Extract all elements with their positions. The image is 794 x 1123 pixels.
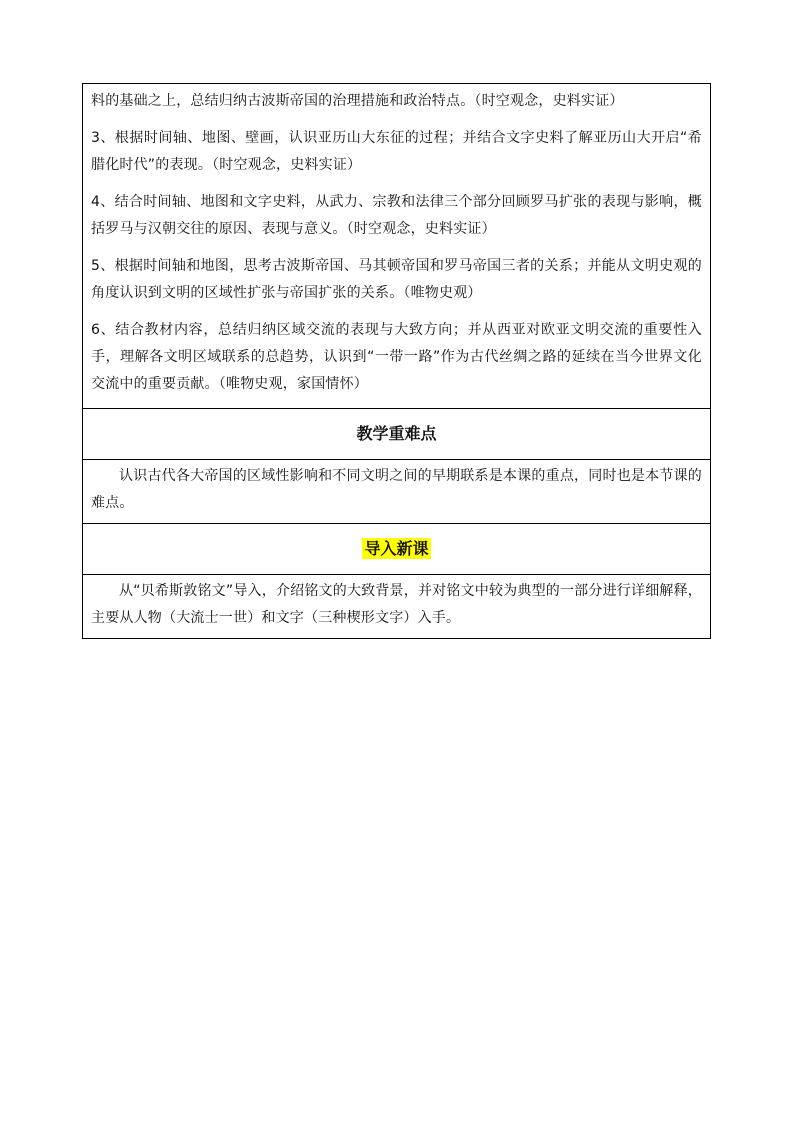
key-points-cell [83, 460, 711, 524]
lesson-plan-table [82, 83, 711, 639]
objective-item: 料的基础之上，总结归纳古波斯帝国的治理措施和政治特点。（时空观念，史料实证） [91, 93, 624, 109]
introduction-cell [83, 575, 711, 639]
key-points-body-row [83, 460, 711, 524]
key-points-text: 认识古代各大帝国的区域性影响和不同文明之间的早期联系是本课的重点，同时也是本节课的难点。 [91, 468, 702, 511]
objective-item: 3、根据时间轴、地图、壁画，认识亚历山大东征的过程；并结合文字史料了解亚历山大开启“希腊化时代”的表现。（时空观念，史料实证） [91, 130, 702, 173]
key-points-heading: 教学重难点 [83, 409, 711, 460]
introduction-body-row [83, 575, 711, 639]
objective-item: 6、结合教材内容，总结归纳区域交流的表现与大致方向；并从西亚对欧亚文明交流的重要性入手，理解各文明区域联系的总趋势，认识到“一带一路”作为古代丝绸之路的延续在当今世界文化交流中的重要贡献。（唯物史观，家国情怀） [91, 322, 702, 392]
objective-item: 5、根据时间轴和地图，思考古波斯帝国、马其顿帝国和罗马帝国三者的关系；并能从文明史观的角度认识到文明的区域性扩张与帝国扩张的关系。（唯物史观） [91, 258, 702, 301]
document-page [82, 83, 711, 639]
key-points-title-row [83, 409, 711, 460]
objectives-cell [83, 84, 711, 409]
objective-item: 4、结合时间轴、地图和文字史料，从武力、宗教和法律三个部分回顾罗马扩张的表现与影响，概括罗马与汉朝交往的原因、表现与意义。（时空观念，史料实证） [91, 194, 702, 237]
objectives-row [83, 84, 711, 409]
introduction-title-row [83, 524, 711, 575]
introduction-heading: 导入新课 [364, 539, 429, 558]
introduction-heading-cell [83, 524, 711, 575]
introduction-text: 从“贝希斯敦铭文”导入，介绍铭文的大致背景，并对铭文中较为典型的一部分进行详细解释，主要从人物（大流士一世）和文字（三种楔形文字）入手。 [91, 583, 702, 626]
